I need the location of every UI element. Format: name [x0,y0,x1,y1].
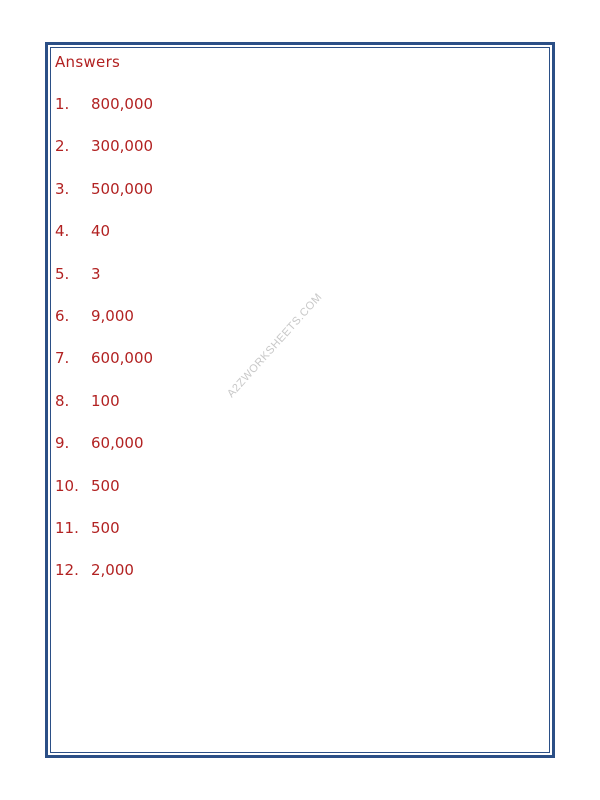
answer-value: 100 [91,391,120,410]
answer-number: 11. [55,518,79,537]
answer-item [55,517,153,559]
answer-value: 2,000 [91,561,134,580]
answer-item [55,178,153,220]
answer-item [55,432,153,474]
answer-value: 40 [91,222,111,241]
answer-value: 300,000 [91,137,154,156]
answer-value: 9,000 [91,306,134,325]
answer-item [55,263,153,305]
answer-item [55,390,153,432]
answer-value: 500 [91,476,120,495]
answer-item [55,305,153,347]
answer-number: 2. [55,137,70,156]
answer-number: 1. [55,95,70,113]
answer-number: 5. [55,264,70,283]
answer-item [55,93,153,135]
answer-value: 600,000 [91,349,154,368]
answer-value: 500,000 [91,179,154,198]
answer-item [55,135,153,177]
answer-value: 800,000 [91,95,154,113]
answer-list [55,93,153,602]
answer-value: 60,000 [91,434,144,453]
answer-item [55,220,153,262]
answer-number: 3. [55,179,70,198]
answer-number: 6. [55,306,70,325]
watermark-text: A2ZWORKSHEETS.COM [225,291,325,401]
answer-number: 7. [55,349,70,368]
answer-value: 500 [91,518,120,537]
answer-number: 9. [55,434,70,453]
answers-title: Answers [55,53,121,71]
answer-number: 4. [55,222,70,241]
answer-number: 10. [55,476,79,495]
answer-number: 12. [55,561,79,580]
answer-item [55,475,153,517]
answer-item [55,559,153,601]
answer-value: 3 [91,264,101,283]
answer-number: 8. [55,391,70,410]
answer-item [55,347,153,389]
